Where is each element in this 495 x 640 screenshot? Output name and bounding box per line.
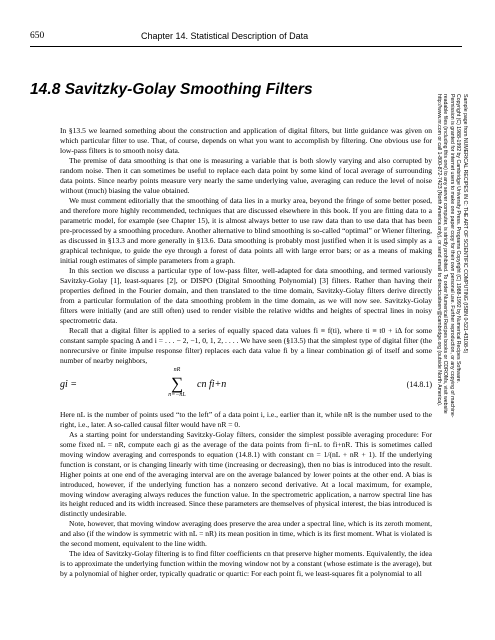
sidebar-line: Permission is granted for internet users to make one paper copy for their own personal use. Further reproduction, or any copying of machine-	[449, 94, 455, 418]
chapter-heading: Chapter 14. Statistical Description of Data	[141, 31, 309, 41]
sidebar-line: Copyright (C) 1988-1992 by Cambridge University Press. Programs Copyright (C) 1988-1992 by Numerical Recipes Software.	[455, 94, 462, 383]
body-text	[60, 126, 432, 579]
paragraph: In this section we discuss a particular type of low-pass filter, well-adapted for data smoothing, and termed variously Savitzky-Golay [1], least-squares [2], or DISPO (Digital Smoothing Polynomial) [3] filters. Rather than having their properties defined in the Fourier domain, and then translated to the time domain, Savitzky-Golay filters derive directly from a particular formulation of the data smoothing problem in the time domain, as we will now see. Savitzky-Golay filters were initially (and are still often) used to render visible the relative widths and heights of spectral lines in noisy spectrometric data.	[60, 265, 432, 325]
equation-lhs: gi =	[60, 378, 78, 390]
page-number: 650	[30, 31, 45, 41]
sidebar-line: Sample page from NUMERICAL RECIPES IN C: THE ART OF SCIENTIFIC COMPUTING (ISBN 0-521-43108-5)	[462, 94, 468, 354]
equation-14-8-1	[60, 366, 432, 410]
header-rule	[30, 46, 462, 47]
paragraph: Recall that a digital filter is applied to a series of equally spaced data values fi ≡ f(ti), where ti ≡ t0 + iΔ for some constant sample spacing Δ and i = . . . − 2, −1, 0, 1, 2, . . . . We have seen (§13.5) that the simplest type of digital filter (the nonrecursive or finite impulse response filter) replaces each data value fi by a linear combination gi of itself and some number of nearby neighbors,	[60, 325, 432, 365]
paragraph: The idea of Savitzky-Golay filtering is to find filter coefficients cn that preserve higher moments. Equivalently, the idea is to approximate the underlying function within the moving window not by a constant (whose estimate is the average), but by a polynomial of higher order, typically quadratic or quartic: For each point fi, we least-squares fit a polynomial to all	[60, 549, 432, 579]
sidebar-line: http://www.nr.com or call 1-800-872-7423 (North America only), or send email to directcustserv@cambridge.org (outside North America).	[436, 94, 442, 407]
sum-upper-limit: nR	[173, 366, 181, 373]
equation-rhs: cn fi+n	[197, 378, 227, 390]
section-title: 14.8 Savitzky-Golay Smoothing Filters	[30, 81, 313, 98]
sigma-symbol: ∑	[170, 373, 184, 393]
equation-number: (14.8.1)	[406, 379, 432, 389]
sidebar-line: readable files (including this one) to any server computer, is strictly prohibited. To order Numerical Recipes books or CDROMs, visit website	[442, 94, 449, 414]
paragraph: We must comment editorially that the smoothing of data lies in a murky area, beyond the fringe of some better posed, and therefore more highly recommended, techniques that are discussed elsewhere in this book. If you are fitting data to a parametric model, for example (see Chapter 15), it is almost always better to use raw data than to use data that has been pre-processed by a smoothing procedure. Another alternative to blind smoothing is so-called “optimal” or Wiener filtering, as discussed in §13.3 and more generally in §13.6. Data smoothing is probably most justified when it is used simply as a graphical technique, to guide the eye through a forest of data points all with large error bars; or as a means of making initial rough estimates of simple parameters from a graph.	[60, 195, 432, 265]
paragraph: As a starting point for understanding Savitzky-Golay filters, consider the simplest possible averaging procedure: For some fixed nL = nR, compute each gi as the average of the data points from fi−nL to fi+nR. This is sometimes called moving window averaging and corresponds to equation (14.8.1) with constant cn = 1/(nL + nR + 1). If the underlying function is constant, or is changing linearly with time (increasing or decreasing), then no bias is introduced into the result. Higher points at one end of the averaging interval are on the average balanced by lower points at the other end. A bias is introduced, however, if the underlying function has a nonzero second derivative. At a local maximum, for example, moving window averaging always reduces the function value. In the spectrometric application, a narrow spectral line has its height reduced and its width increased. Since these parameters are themselves of physical interest, the bias introduced is distinctly undesirable.	[60, 429, 432, 519]
sum-lower-limit: n=−nL	[168, 391, 186, 398]
page-header	[30, 31, 462, 45]
paragraph: Here nL is the number of points used “to the left” of a data point i, i.e., earlier than it, while nR is the number used to the right, i.e., later. A so-called causal filter would have nR = 0.	[60, 409, 432, 429]
paragraph: Note, however, that moving window averaging does preserve the area under a spectral line, which is its zeroth moment, and also (if the window is symmetric with nL = nR) its mean position in time, which is its first moment. What is violated is the second moment, equivalent to the line width.	[60, 519, 432, 549]
paragraph: The premise of data smoothing is that one is measuring a variable that is both slowly varying and also corrupted by random noise. Then it can sometimes be useful to replace each data point by some kind of local average of surrounding data points. Since nearby points measure very nearly the same underlying value, averaging can reduce the level of noise without (much) biasing the value obtained.	[60, 155, 432, 195]
paragraph: In §13.5 we learned something about the construction and application of digital filters, but little guidance was given on which particular filter to use. That, of course, depends on what you want to accomplish by filtering. One obvious use for low-pass filters is to smooth noisy data.	[60, 126, 432, 155]
summation	[157, 366, 197, 401]
